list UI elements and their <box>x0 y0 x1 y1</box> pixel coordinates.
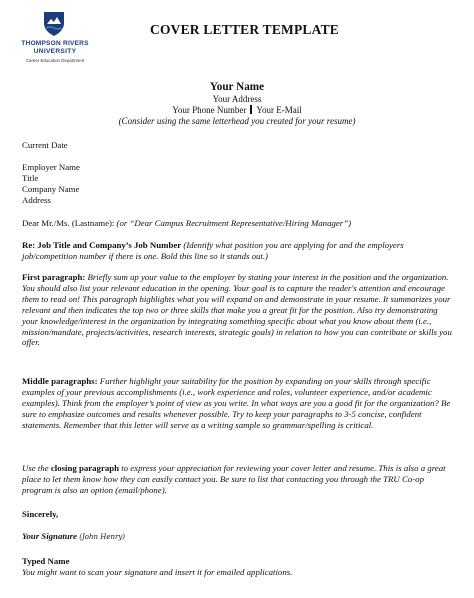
letterhead-address: Your Address <box>212 94 262 104</box>
letterhead-contact <box>0 105 474 116</box>
date-line: Current Date <box>22 140 68 150</box>
letterhead-note: (Consider using the same letterhead you created for your resume) <box>118 116 356 126</box>
letterhead <box>0 81 474 127</box>
re-note: (Identify what position you are applying for and the employers job/competition number if there is one. Bold this line so it stands out.) <box>22 240 404 261</box>
salutation-prefix: Dear Mr./Ms. (Lastname): <box>22 218 115 228</box>
middle-paragraphs-label: Middle paragraphs: <box>22 376 98 386</box>
employer-name: Employer Name <box>22 162 80 172</box>
re-label: Re: Job Title and Company’s Job Number <box>22 240 182 250</box>
employer-block <box>22 162 454 206</box>
first-paragraph <box>22 272 454 348</box>
closing-before: Use the <box>22 463 49 473</box>
university-logo <box>10 10 130 74</box>
typed-name-block <box>22 556 454 578</box>
closing-label: closing paragraph <box>50 463 120 473</box>
page-title: COVER LETTER TEMPLATE <box>150 22 339 37</box>
re-line <box>22 240 454 262</box>
letterhead-phone: Your Phone Number <box>172 105 247 115</box>
typed-name-label: Typed Name <box>22 556 70 566</box>
logo-line-2: UNIVERSITY <box>33 48 77 55</box>
middle-paragraphs <box>22 376 454 431</box>
salutation <box>22 218 454 229</box>
letterhead-email: Your E-Mail <box>256 105 302 115</box>
closing-paragraph <box>22 463 454 496</box>
salutation-note: (or “Dear Campus Recruitment Representative/Hiring Manager”) <box>116 218 352 228</box>
closing-text: to express your appreciation for reviewing your cover letter and resume. This is also a great place to let them know how they can easily contact you. Be sure to list that contacting you through the TRU Co-op program is also an option (email/phone). <box>22 463 446 495</box>
separator-bar <box>250 105 252 114</box>
logo-department: Career Education Department <box>25 58 85 63</box>
letterhead-name: Your Name <box>209 81 265 93</box>
middle-paragraphs-text: Further highlight your suitability for the position by expanding on your skills through specific examples of your previous accomplishments (i.e., work experience and roles, volunteer experience, and/or academic examples). Think from the employer’s point of view as you write. In what ways are you a good fit for the organization? Be sure to emphasize outcomes and results whenever possible. Try to keep your paragraphs to 3-5 concise, confident statements. Remember that this letter will serve as a writing sample so grammar/spelling is critical. <box>22 376 451 430</box>
signature-line <box>22 531 454 543</box>
signature-label: Your Signature <box>22 531 78 541</box>
employer-address: Address <box>22 194 51 205</box>
typed-name-note: You might want to scan your signature and insert it for emailed applications. <box>22 566 293 577</box>
signature-sample: (John Henry) <box>79 533 125 541</box>
first-paragraph-label: First paragraph: <box>22 272 86 282</box>
first-paragraph-text: Briefly sum up your value to the employer by stating your interest in the position and the organization. You should also list your relevant education in the opening. Your goal is to capture the reader's attention and encourage them to read on! This paragraph highlights what you will expand on and demonstrate in your resume. It summarizes your relevant and then indicates the top two or three skills that make you a great fit for the position. Also try demonstrating your knowledge/interest in the organization by integrating something specific about what you know about them (i.e., mission/mandate, projects/activities, research interests, strategic goals) in relation to how you can contribute or skills you offer. <box>22 272 452 348</box>
sign-off: Sincerely, <box>22 509 59 519</box>
employer-company: Company Name <box>22 183 80 194</box>
shield-icon <box>42 10 66 38</box>
logo-line-1: THOMPSON RIVERS <box>21 40 89 47</box>
employer-title: Title <box>22 172 39 183</box>
